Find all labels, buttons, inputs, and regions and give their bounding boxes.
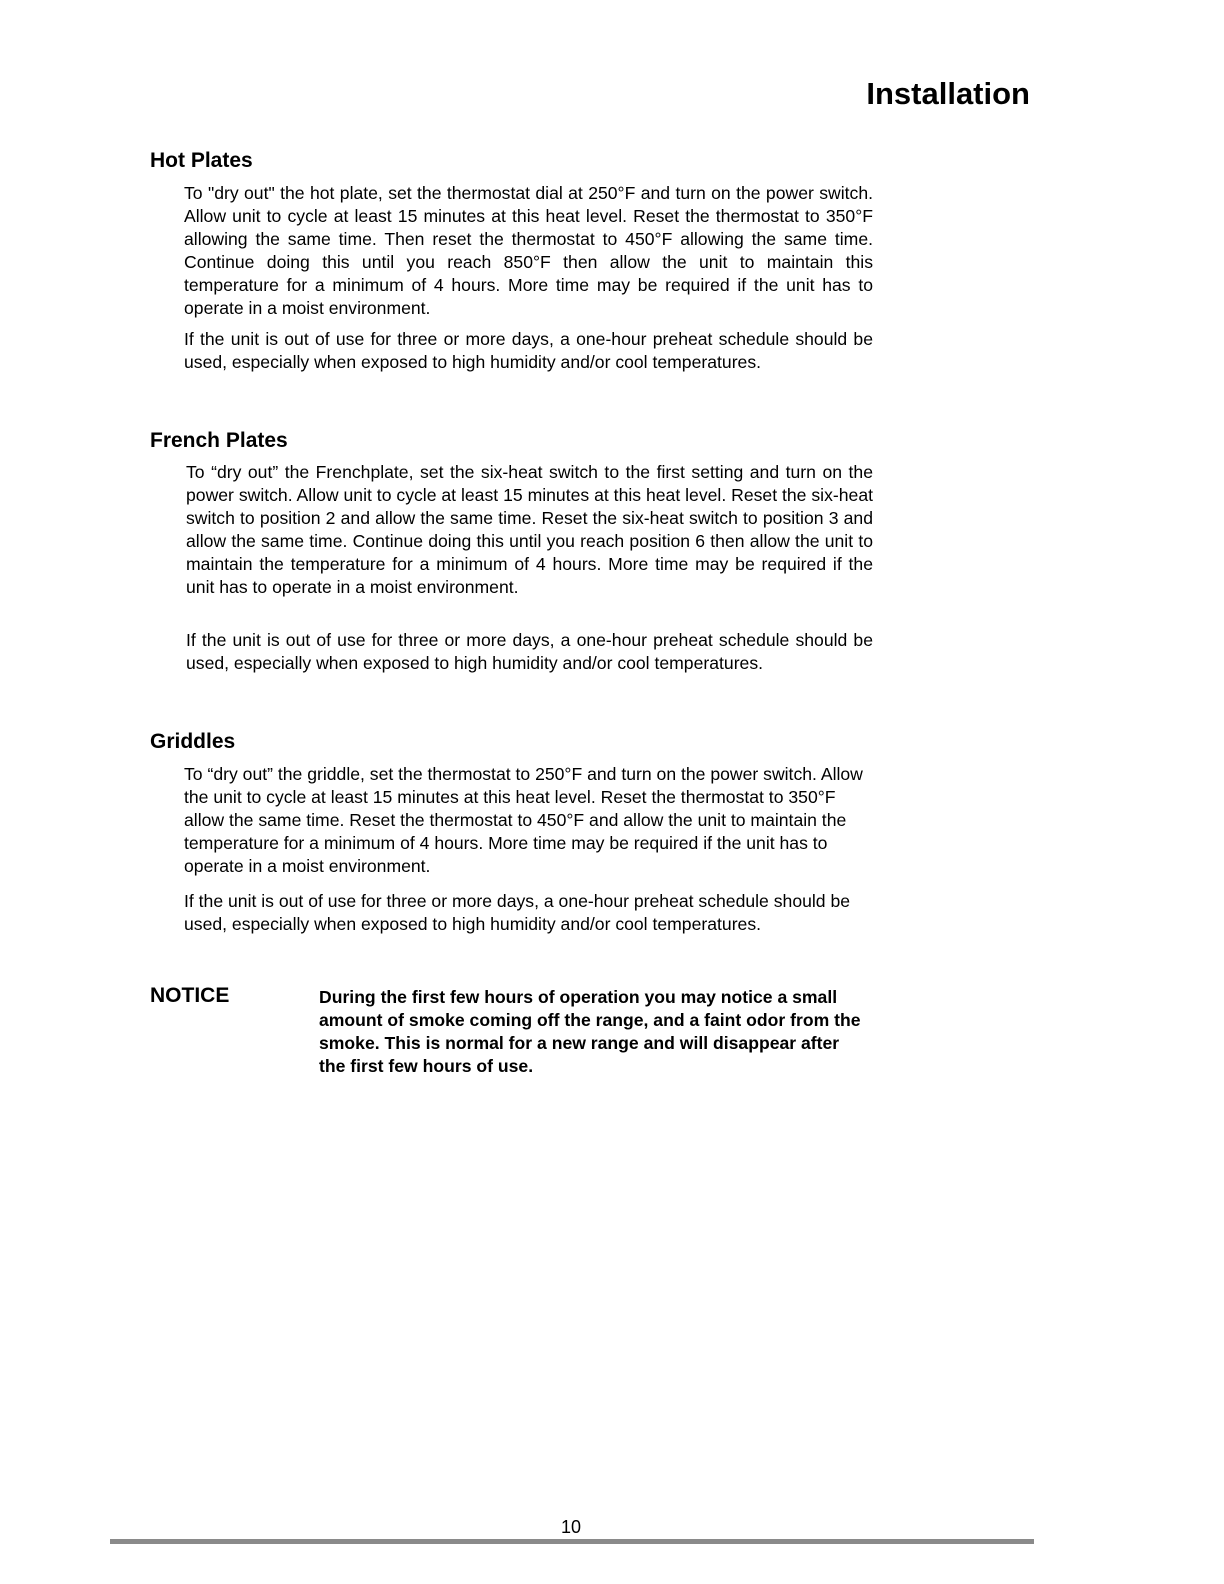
griddles-paragraph-2: If the unit is out of use for three or more days, a one-hour preheat schedule should be used, especially when exposed to high humidity and/or cool temperatures.: [184, 891, 851, 934]
notice-text: During the first few hours of operation you may notice a small amount of smoke coming off the range, and a faint odor from the smoke. This is normal for a new range and will disappear after the first few hours of use.: [319, 987, 861, 1076]
page-title: Installation: [866, 76, 1030, 111]
french-plates-paragraph-1: To “dry out” the Frenchplate, set the six-heat switch to the first setting and turn on the power switch. Allow unit to cycle at least 15 minutes at this heat level. Reset the six-heat switch to position 2 and allow the same time. Reset the six-heat switch to position 3 and allow the same time. Continue doing this until you reach position 6 then allow the unit to maintain the temperature for a minimum of 4 hours. More time may be required if the unit has to operate in a moist environment.: [186, 462, 873, 597]
griddles-paragraph-1: To “dry out” the griddle, set the thermostat to 250°F and turn on the power switch. Allow the unit to cycle at least 15 minutes at this heat level. Reset the thermostat to 350°F allow the same time. Reset the thermostat to 450°F and allow the unit to maintain the temperature for a minimum of 4 hours. More time may be required if the unit has to operate in a moist environment.: [184, 764, 863, 876]
french-plates-paragraph-2: If the unit is out of use for three or more days, a one-hour preheat schedule should be used, especially when exposed to high humidity and/or cool temperatures.: [186, 630, 873, 673]
section-heading-griddles: Griddles: [150, 730, 236, 753]
hot-plates-paragraph-1: To "dry out" the hot plate, set the thermostat dial at 250°F and turn on the power switch. Allow unit to cycle at least 15 minutes at this heat level. Reset the thermostat to 350°F allowing the same time. Then reset the thermostat to 450°F allowing the same time. Continue doing this until you reach 850°F then allow the unit to maintain this temperature for a minimum of 4 hours. More time may be required if the unit has to operate in a moist environment.: [184, 183, 873, 318]
footer-divider: [110, 1539, 1034, 1544]
hot-plates-paragraph-2: If the unit is out of use for three or more days, a one-hour preheat schedule should be used, especially when exposed to high humidity and/or cool temperatures.: [184, 329, 873, 372]
page-number: 10: [560, 1517, 582, 1537]
notice-label: NOTICE: [150, 984, 230, 1007]
section-heading-hot-plates: Hot Plates: [150, 149, 253, 172]
section-heading-french-plates: French Plates: [150, 429, 288, 452]
